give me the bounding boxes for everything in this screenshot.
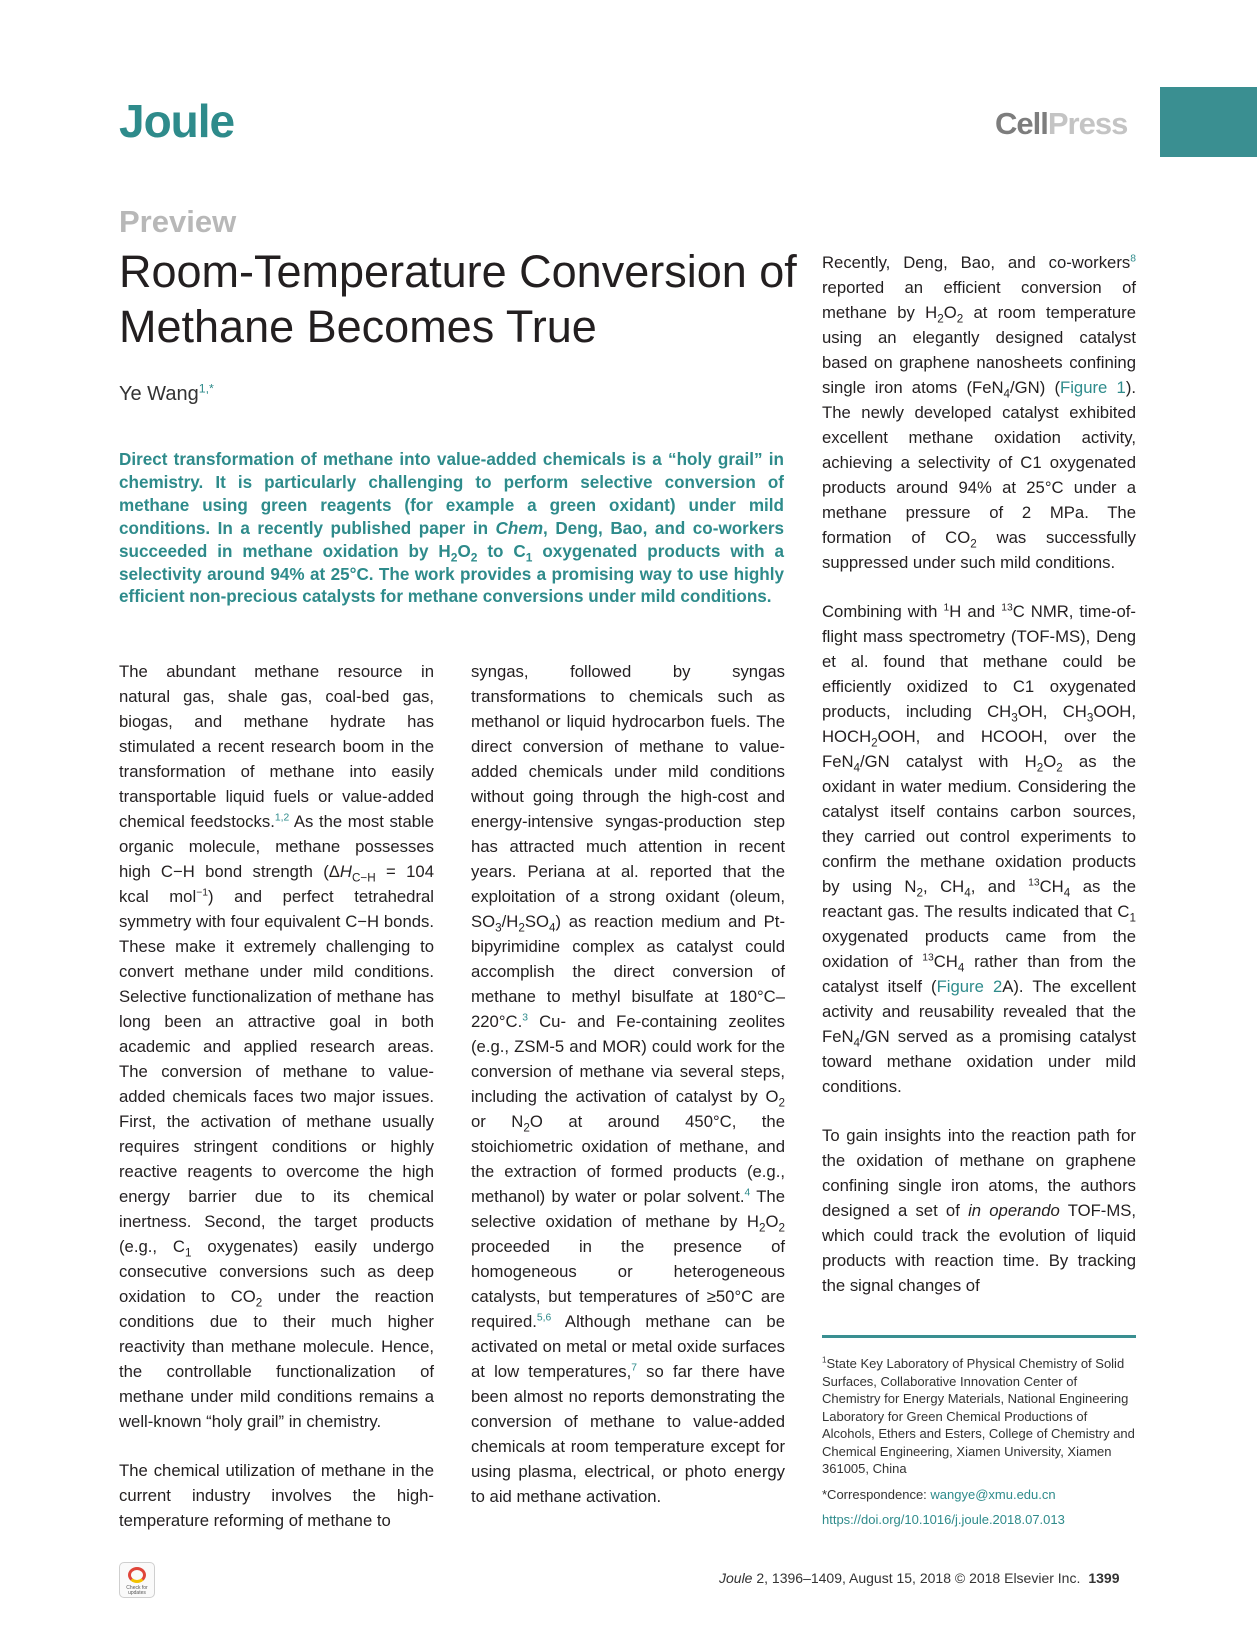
reference-link[interactable]: 4 — [744, 1187, 751, 1199]
paragraph: To gain insights into the reaction path for the oxidation of methane on graphene confining single iron atoms, the authors designed a set of in operando TOF-MS, which could track the evolution of liquid products with reaction time. By tracking the signal changes of — [822, 1126, 1136, 1295]
reference-link[interactable]: 3 — [522, 1012, 528, 1024]
paragraph: syngas, followed by syngas transformations to chemicals such as methanol or liquid hydrocarbon fuels. The direct conversion of methane to value-added chemicals under mild conditions without going through the high-cost and energy-intensive syngas-production step has attracted much attention in recent years. Periana at al. reported that the exploitation of a strong oxidant (oleum, $SO_3/H_2SO_4$) as reaction medium and Pt-bipyrimidine complex as catalyst could accomplish the direct conversion of methane to methyl bisulfate at 180°C–220°C.$^3$ Cu- and Fe-containing zeolites (e.g., ZSM-5 and MOR) could work for the conversion of methane via several steps, including the activation of catalyst by $O_2$ or $N_2O$ at around 450°C, the stoichiometric oxidation of methane, and the extraction of formed products (e.g., methanol) by water or polar solvent.$^4$ The selective oxidation of methane by $H_2O_2$ proceeded in the presence of homogeneous or heterogeneous catalysts, but temperatures of ≥50°C are required.$^{5,6}$ Although methane can be activated on metal or metal oxide surfaces at low temperatures,$^7$ so far there have been almost no reports demonstrating the conversion of methane to value-added chemicals at room temperature except for using plasma, electrical, or photo energy to aid methane activation. — [471, 662, 785, 1506]
section-tab — [1160, 87, 1257, 157]
article-type: Preview — [119, 204, 237, 239]
body-column-3 — [822, 250, 1136, 1322]
author-affil-link[interactable]: 1,* — [198, 381, 214, 396]
page-number: 1399 — [1088, 1570, 1120, 1586]
reference-link[interactable]: 1,2 — [274, 812, 290, 824]
paragraph: Recently, Deng, Bao, and co-workers$^8$ reported an efficient conversion of methane by $H_2O_2$ at room temperature using an elegantly designed catalyst based on graphene nanosheets confining single iron atoms (FeN$_4$/GN) (Figure 1). The newly developed catalyst exhibited excellent methane oxidation activity, achieving a selectivity of C1 oxygenated products around 94% at 25°C under a methane pressure of 2 MPa. The formation of $CO_2$ was successfully suppressed under such mild conditions. — [822, 253, 1137, 572]
reference-link[interactable]: 8 — [1130, 253, 1136, 265]
publisher-cell: Cell — [995, 106, 1048, 141]
correspondence-note: *Correspondence: wangye@xmu.edu.cn — [822, 1486, 1056, 1502]
publisher-press: Press — [1047, 106, 1128, 141]
article-title: Room-Temperature Conversion of Methane Becomes True — [119, 246, 797, 352]
footnotes — [822, 1355, 1136, 1537]
paragraph: The chemical utilization of methane in the current industry involves the high-temperature reforming of methane to — [119, 1461, 434, 1530]
footnote-divider — [822, 1335, 1136, 1338]
publisher-logo — [995, 106, 1127, 142]
journal-logo: Joule — [119, 95, 235, 147]
paragraph: Combining with $^1$H and $^{13}$C NMR, time-of-flight mass spectrometry (TOF-MS), Deng et al. found that methane could be efficiently oxidized to C1 oxygenated products, including $CH_3OH$, $CH_3OOH$, $HOCH_2OOH$, and HCOOH, over the FeN$_4$/GN catalyst with $H_2O_2$ as the oxidant in water medium. Considering the catalyst itself contains carbon sources, they carried out control experiments to confirm the methane oxidation products by using $N_2$, $CH_4$, and $^{13}CH_4$ as the reactant gas. The results indicated that $C_1$ oxygenated products came from the oxidation of $^{13}CH_4$ rather than from the catalyst itself (Figure 2A). The excellent activity and reusability revealed that the FeN$_4$/GN served as a promising catalyst toward methane oxidation under mild conditions. — [822, 602, 1137, 1096]
author-name: Ye Wang — [119, 383, 199, 405]
body-column-2 — [471, 659, 785, 1533]
email-link[interactable]: wangye@xmu.edu.cn — [930, 1486, 1056, 1502]
check-for-updates-badge[interactable] — [119, 1562, 155, 1598]
affiliation-note: $^1$State Key Laboratory of Physical Chemistry of Solid Surfaces, Collaborative Innovation Center of Chemistry for Energy Materials, National Engineering Laboratory for Green Chemical Productions of Alcohols, Ethers and Esters, College of Chemistry and Chemical Engineering, Xiamen University, Xiamen 361005, China — [822, 1355, 1135, 1476]
body-column-1 — [119, 659, 434, 1557]
reference-link[interactable]: 5,6 — [536, 1312, 552, 1324]
doi-link[interactable]: https://doi.org/10.1016/j.joule.2018.07.013 — [822, 1512, 1065, 1527]
update-check-icon — [128, 1567, 146, 1583]
abstract: Direct transformation of methane into value-added chemicals is a “holy grail” in chemistry. It is particularly challenging to perform selective conversion of methane using green reagents (for example a green oxidant) under mild conditions. In a recently published paper in Chem, Deng, Bao, and co-workers succeeded in methane oxidation by $H_2O_2$ to $C_1$ oxygenated products with a selectivity around 94% at 25°C. The work provides a promising way to use highly efficient non-precious catalysts for methane conversions under mild conditions. — [119, 450, 785, 607]
paragraph: The abundant methane resource in natural gas, shale gas, coal-bed gas, biogas, and methane hydrate has stimulated a recent research boom in the transformation of methane into easily transportable liquid fuels or value-added chemical feedstocks.$^{1,2}$ As the most stable organic molecule, methane possesses high C−H bond strength ($\Delta H_{C-H} = 104$ kcal mol$^{-1}$) and perfect tetrahedral symmetry with four equivalent C−H bonds. These make it extremely challenging to convert methane under mild conditions. Selective functionalization of methane has long been an attractive goal in both academic and applied research areas. The conversion of methane to value-added chemicals faces two major issues. First, the activation of methane usually requires stringent conditions or highly reactive reagents to overcome the high energy barrier due to its chemical inertness. Second, the target products (e.g., $C_1$ oxygenates) easily undergo consecutive conversions such as deep oxidation to $CO_2$ under the reaction conditions due to their much higher reactivity than methane molecule. Hence, the controllable functionalization of methane under mild conditions remains a well-known “holy grail” in chemistry. — [119, 662, 435, 1431]
doi-note — [822, 1511, 1136, 1529]
author-line — [119, 383, 214, 406]
figure-link[interactable]: Figure 1 — [1060, 378, 1126, 397]
badge-label: Check for updates — [126, 1585, 148, 1596]
figure-link[interactable]: Figure 2 — [936, 977, 1003, 996]
reference-link[interactable]: 7 — [631, 1362, 638, 1374]
page-citation: Joule 2, 1396–1409, August 15, 2018 © 2018 Elsevier Inc. 1399 — [719, 1570, 1120, 1586]
